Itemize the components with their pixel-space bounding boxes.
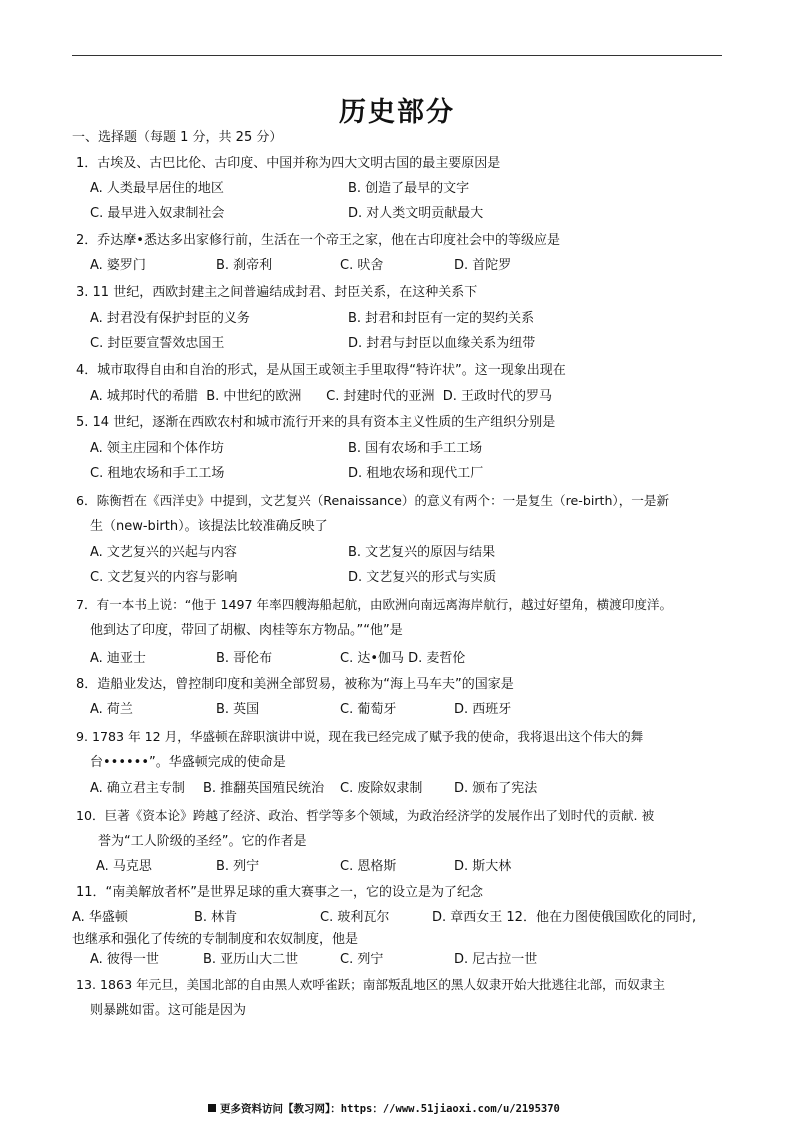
question-2-option-b: B. 刹帝利 bbox=[216, 258, 273, 273]
question-3-stem: 3. 11 世纪，西欧封建主之间普遍结成封君、封臣关系，在这种关系下 bbox=[76, 285, 478, 300]
question-5-option-c: C. 租地农场和手工工场 bbox=[90, 466, 225, 481]
question-6-option-d: D. 文艺复兴的形式与实质 bbox=[348, 570, 497, 585]
page-title: 历史部分 bbox=[339, 97, 455, 128]
question-9-option-a: A. 确立君主专制 bbox=[90, 781, 185, 796]
question-8-option-a: A. 荷兰 bbox=[90, 702, 133, 717]
section-heading: 一、选择题（每题 1 分，共 25 分） bbox=[72, 130, 283, 145]
question-6-stem-line2: 生（new-birth）。该提法比较准确反映了 bbox=[90, 519, 328, 534]
question-12-option-c: C. 列宁 bbox=[340, 952, 384, 967]
question-3-option-d: D. 封君与封臣以血缘关系为纽带 bbox=[348, 336, 536, 351]
question-7-stem-line2: 他到达了印度，带回了胡椒、肉桂等东方物品。”“他”是 bbox=[90, 623, 403, 638]
question-7-option-a: A. 迪亚士 bbox=[90, 651, 146, 666]
question-9-option-c: C. 废除奴隶制 bbox=[340, 781, 423, 796]
question-13-stem-line1: 13. 1863 年元旦，美国北部的自由黑人欢呼雀跃；南部叛乱地区的黑人奴隶开始大批逃往北部，而奴隶主 bbox=[76, 977, 666, 992]
question-5-option-d: D. 租地农场和现代工厂 bbox=[348, 466, 484, 481]
question-11-stem: 11．“南美解放者杯”是世界足球的重大赛事之一，它的设立是为了纪念 bbox=[76, 885, 484, 900]
question-9-stem-line1: 9. 1783 年 12 月，华盛顿在辞职演讲中说，现在我已经完成了赋予我的使命，我将退出这个伟大的舞 bbox=[76, 729, 644, 744]
question-10-option-b: B. 列宁 bbox=[216, 859, 260, 874]
question-1-stem: 1．古埃及、古巴比伦、古印度、中国并称为四大文明古国的最主要原因是 bbox=[76, 156, 501, 171]
question-11-option-c: C. 玻利瓦尔 bbox=[320, 910, 390, 925]
question-11-option-b: B. 林肯 bbox=[194, 910, 238, 925]
question-2-option-d: D. 首陀罗 bbox=[454, 258, 512, 273]
question-2-stem: 2．乔达摩•悉达多出家修行前，生活在一个帝王之家，他在古印度社会中的等级应是 bbox=[76, 233, 560, 248]
question-8-option-d: D. 西班牙 bbox=[454, 702, 512, 717]
question-7-option-b: B. 哥伦布 bbox=[216, 651, 273, 666]
question-7-option-cd: C. 达•伽马 D. 麦哲伦 bbox=[340, 651, 466, 666]
question-8-option-c: C. 葡萄牙 bbox=[340, 702, 397, 717]
question-4-stem: 4．城市取得自由和自治的形式，是从国王或领主手里取得“特许状”。这一现象出现在 bbox=[76, 363, 566, 378]
question-6-option-c: C. 文艺复兴的内容与影响 bbox=[90, 570, 238, 585]
question-10-option-a: A. 马克思 bbox=[96, 859, 152, 874]
question-3-option-c: C. 封臣要宣誓效忠国王 bbox=[90, 336, 225, 351]
question-12-stem-line2: 也继承和强化了传统的专制制度和农奴制度，他是 bbox=[72, 932, 359, 947]
question-11-option-a: A. 华盛顿 bbox=[72, 910, 128, 925]
question-1-option-a: A. 人类最早居住的地区 bbox=[90, 181, 224, 196]
footer-link[interactable] bbox=[208, 1101, 560, 1116]
question-1-option-d: D. 对人类文明贡献最大 bbox=[348, 206, 484, 221]
question-6-stem-line1: 6．陈衡哲在《西洋史》中提到，文艺复兴（Renaissance）的意义有两个：一是复生（re-birth），一是新 bbox=[76, 493, 670, 508]
footer-text: 更多资料访问【教习网】：https：//www.51jiaoxi.com/u/2195370 bbox=[220, 1103, 560, 1115]
question-2-option-c: C. 吠舍 bbox=[340, 258, 384, 273]
question-7-stem-line1: 7．有一本书上说：“他于 1497 年率四艘海船起航，由欧洲向南远离海岸航行，越过好望角，横渡印度洋。 bbox=[76, 597, 673, 612]
flag-icon bbox=[208, 1104, 216, 1112]
question-10-option-d: D. 斯大林 bbox=[454, 859, 512, 874]
question-12-option-d: D. 尼古拉一世 bbox=[454, 952, 538, 967]
header-rule bbox=[72, 55, 722, 56]
question-3-option-a: A. 封君没有保护封臣的义务 bbox=[90, 311, 250, 326]
question-8-stem: 8．造船业发达，曾控制印度和美洲全部贸易，被称为“海上马车夫”的国家是 bbox=[76, 677, 514, 692]
question-6-option-b: B. 文艺复兴的原因与结果 bbox=[348, 545, 496, 560]
question-6-option-a: A. 文艺复兴的兴起与内容 bbox=[90, 545, 237, 560]
question-10-stem-line1: 10．巨著《资本论》跨越了经济、政治、哲学等多个领域，为政治经济学的发展作出了划时代的贡献. 被 bbox=[76, 808, 655, 823]
question-9-stem-line2: 台••••••”。华盛顿完成的使命是 bbox=[90, 755, 286, 770]
question-8-option-b: B. 英国 bbox=[216, 702, 260, 717]
question-12-option-a: A. 彼得一世 bbox=[90, 952, 159, 967]
question-5-option-a: A. 领主庄园和个体作坊 bbox=[90, 441, 224, 456]
question-5-option-b: B. 国有农场和手工工场 bbox=[348, 441, 483, 456]
question-13-stem-line2: 则暴跳如雷。这可能是因为 bbox=[90, 1003, 247, 1018]
question-9-option-b: B. 推翻英国殖民统治 bbox=[203, 781, 325, 796]
question-9-option-d: D. 颁布了宪法 bbox=[454, 781, 538, 796]
question-1-option-c: C. 最早进入奴隶制社会 bbox=[90, 206, 225, 221]
question-4-options: A. 城邦时代的希腊 B. 中世纪的欧洲 C. 封建时代的亚洲 D. 王政时代的罗马 bbox=[90, 389, 553, 404]
question-2-option-a: A. 婆罗门 bbox=[90, 258, 146, 273]
question-12-option-b: B. 亚历山大二世 bbox=[203, 952, 299, 967]
question-10-option-c: C. 恩格斯 bbox=[340, 859, 397, 874]
question-3-option-b: B. 封君和封臣有一定的契约关系 bbox=[348, 311, 535, 326]
question-5-stem: 5. 14 世纪，逐渐在西欧农村和城市流行开来的具有资本主义性质的生产组织分别是 bbox=[76, 415, 556, 430]
question-1-option-b: B. 创造了最早的文字 bbox=[348, 181, 470, 196]
question-10-stem-line2: 誉为“工人阶级的圣经”。它的作者是 bbox=[98, 834, 307, 849]
question-11-option-d-and-question-12-stem: D. 章西女王 12．他在力图使俄国欧化的同时, bbox=[432, 910, 697, 925]
